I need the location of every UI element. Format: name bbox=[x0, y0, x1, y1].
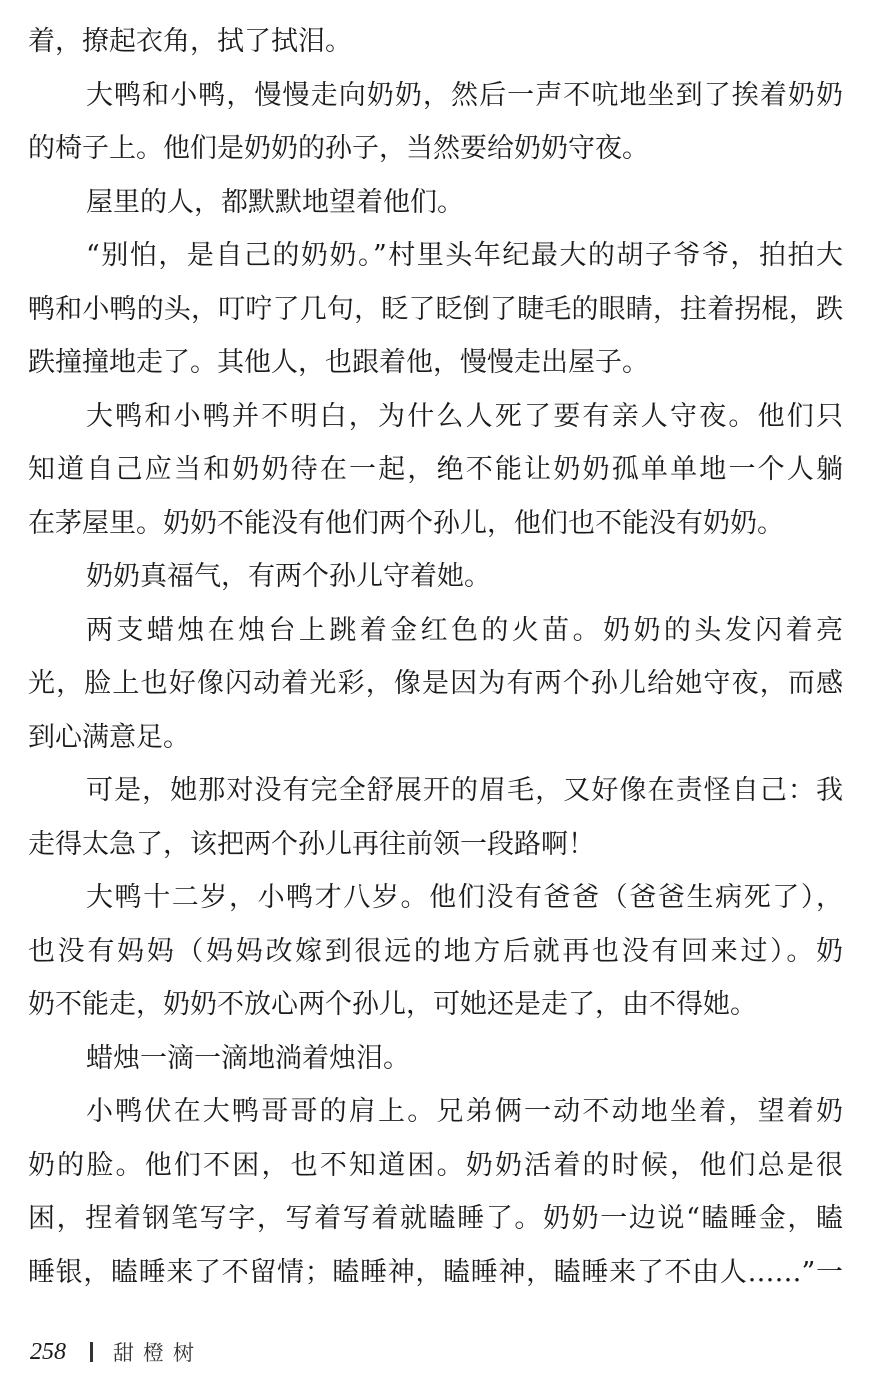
text-line: 在茅屋里。奶奶不能没有他们两个孙儿，他们也不能没有奶奶。 bbox=[28, 507, 784, 539]
text-line: 光，脸上也好像闪动着光彩，像是因为有两个孙儿给她守夜，而感 bbox=[28, 668, 843, 699]
text-line: 着，撩起衣角，拭了拭泪。 bbox=[28, 26, 352, 57]
text-line: 知道自己应当和奶奶待在一起，绝不能让奶奶孤单单地一个人躺 bbox=[28, 454, 843, 485]
text-line: 也没有妈妈（妈妈改嫁到很远的地方后就再也没有回来过）。奶 bbox=[28, 935, 843, 967]
page-footer bbox=[30, 1335, 203, 1369]
text-line: 困，捏着钢笔写字，写着写着就瞌睡了。奶奶一边说“瞌睡金，瞌 bbox=[28, 1203, 843, 1234]
text-line: “别怕，是自己的奶奶。”村里头年纪最大的胡子爷爷，拍拍大 bbox=[86, 240, 843, 271]
text-line: 蜡烛一滴一滴地淌着烛泪。 bbox=[86, 1042, 410, 1074]
text-line: 两支蜡烛在烛台上跳着金红色的火苗。奶奶的头发闪着亮 bbox=[86, 614, 843, 646]
book-title: 甜橙树 bbox=[113, 1341, 203, 1365]
text-line: 的椅子上。他们是奶奶的孙子，当然要给奶奶守夜。 bbox=[28, 133, 649, 164]
text-line: 睡银，瞌睡来了不留情；瞌睡神，瞌睡神，瞌睡来了不由人……”一 bbox=[28, 1256, 843, 1288]
text-line: 屋里的人，都默默地望着他们。 bbox=[86, 186, 464, 218]
footer-separator bbox=[90, 1342, 93, 1362]
text-line: 走得太急了，该把两个孙儿再往前领一段路啊！ bbox=[28, 828, 595, 860]
text-line: 奶不能走，奶奶不放心两个孙儿，可她还是走了，由不得她。 bbox=[28, 989, 757, 1020]
text-line: 大鸭十二岁，小鸭才八岁。他们没有爸爸（爸爸生病死了）， bbox=[86, 882, 843, 913]
text-line: 到心满意足。 bbox=[28, 721, 190, 753]
text-line: 大鸭和小鸭，慢慢走向奶奶，然后一声不吭地坐到了挨着奶奶 bbox=[86, 79, 843, 111]
text-line: 鸭和小鸭的头，叮咛了几句，眨了眨倒了睫毛的眼睛，拄着拐棍，跌 bbox=[28, 293, 843, 325]
text-line: 小鸭伏在大鸭哥哥的肩上。兄弟俩一动不动地坐着，望着奶 bbox=[86, 1096, 843, 1127]
text-line: 奶的脸。他们不困，也不知道困。奶奶活着的时候，他们总是很 bbox=[28, 1149, 843, 1181]
page-number: 258 bbox=[30, 1338, 66, 1365]
text-line: 奶奶真福气，有两个孙儿守着她。 bbox=[86, 561, 491, 592]
page-body bbox=[28, 22, 843, 1306]
text-line: 可是，她那对没有完全舒展开的眉毛，又好像在责怪自己：我 bbox=[86, 775, 843, 806]
text-line: 大鸭和小鸭并不明白，为什么人死了要有亲人守夜。他们只 bbox=[86, 400, 843, 432]
text-line: 跌撞撞地走了。其他人，也跟着他，慢慢走出屋子。 bbox=[28, 347, 649, 378]
